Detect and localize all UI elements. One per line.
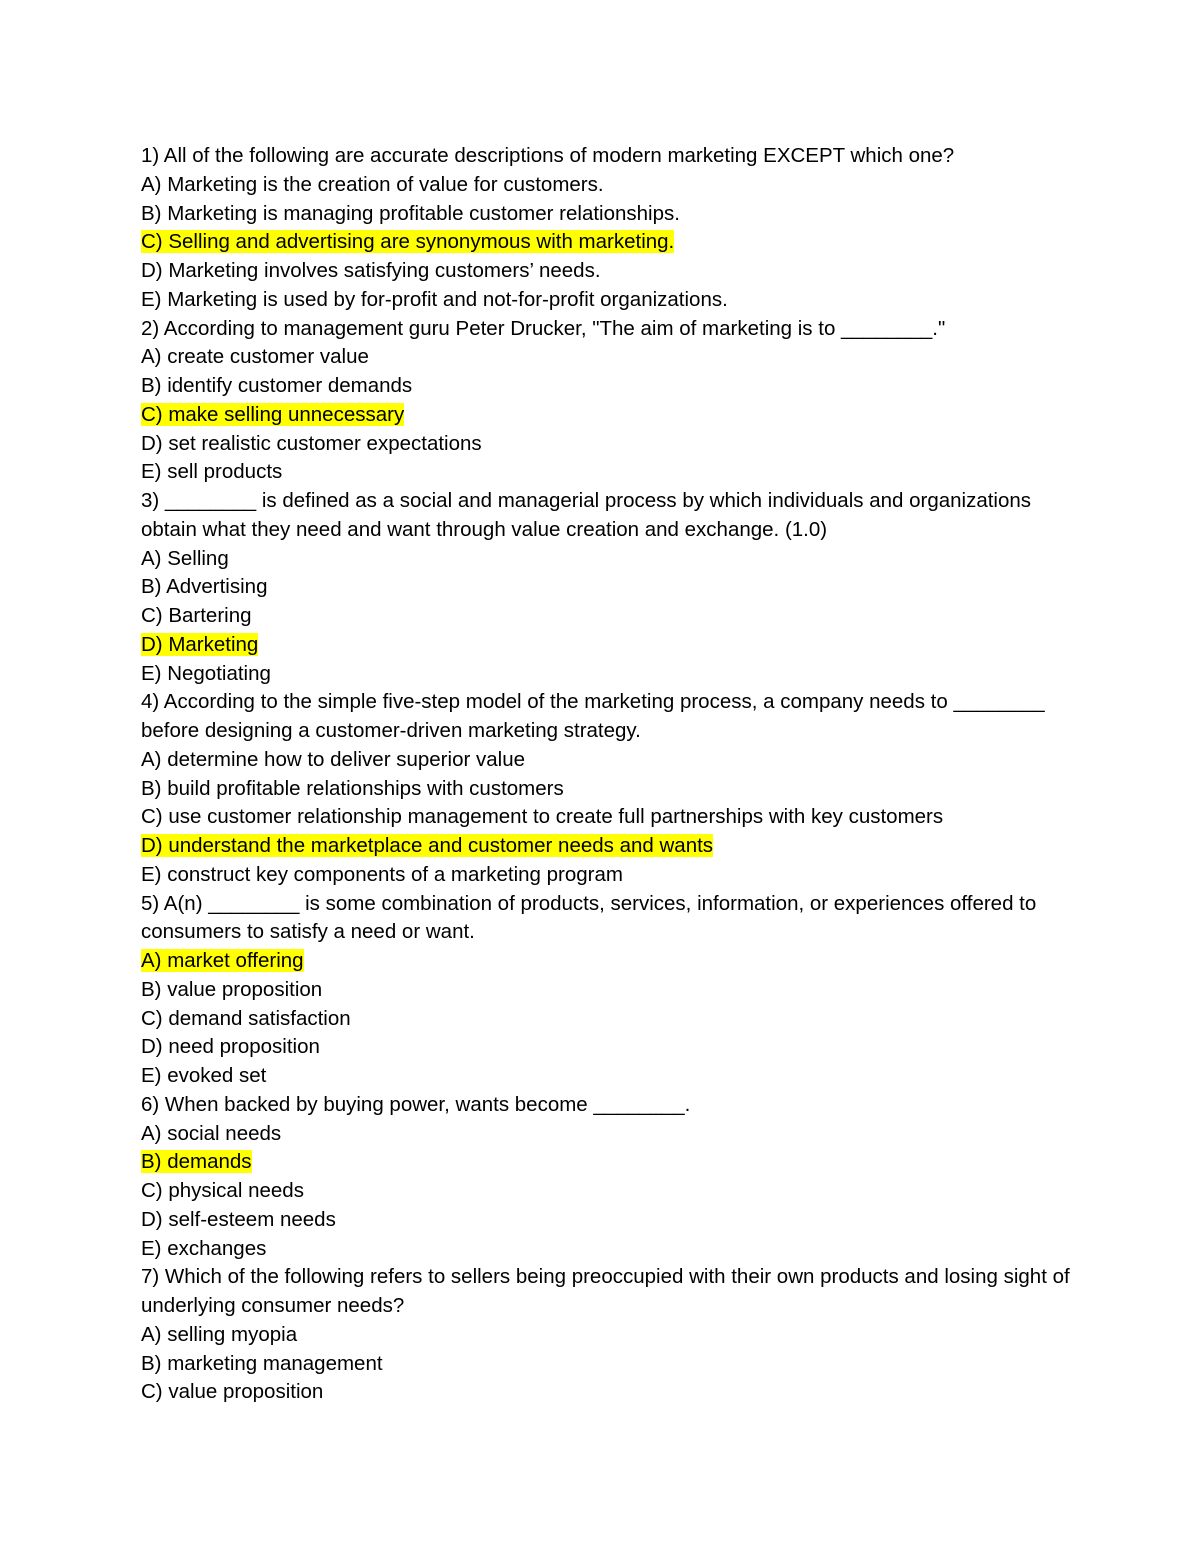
- option-label: D) Marketing: [141, 632, 259, 656]
- answer-option: [141, 343, 1076, 372]
- option-label: C) demand satisfaction: [141, 1006, 351, 1030]
- question-text: 6) When backed by buying power, wants become ________.: [141, 1092, 691, 1116]
- option-label: B) build profitable relationships with customers: [141, 776, 564, 800]
- option-label: C) Selling and advertising are synonymous with marketing.: [141, 230, 675, 254]
- question-text: 2) According to management guru Peter Drucker, "The aim of marketing is to ________.": [141, 316, 946, 340]
- answer-option: [141, 775, 1076, 804]
- answer-option: [141, 286, 1076, 315]
- answer-option: [141, 1033, 1076, 1062]
- question-text: 7) Which of the following refers to sellers being preoccupied with their own products and losing sight of underlying consumer needs?: [141, 1265, 1070, 1317]
- option-label: A) Selling: [141, 546, 229, 570]
- answer-option: [141, 1321, 1076, 1350]
- option-label: D) understand the marketplace and customer needs and wants: [141, 834, 714, 857]
- answer-option: [141, 430, 1076, 459]
- question-text: 3) ________ is defined as a social and managerial process by which individuals and organizations obtain what they need and want through value creation and exchange. (1.0): [141, 489, 1032, 541]
- answer-option: [141, 602, 1076, 631]
- question-block: [141, 487, 1076, 688]
- answer-option: [141, 1177, 1076, 1206]
- option-label: E) Marketing is used by for-profit and not-for-profit organizations.: [141, 287, 728, 311]
- option-label: C) value proposition: [141, 1380, 324, 1404]
- option-label: D) Marketing involves satisfying customers’ needs.: [141, 259, 601, 282]
- answer-option: [141, 1378, 1076, 1407]
- option-label: E) sell products: [141, 460, 283, 484]
- answer-option-highlighted: [141, 228, 1076, 257]
- option-label: A) selling myopia: [141, 1322, 298, 1346]
- answer-option: [141, 803, 1076, 832]
- quiz-content: [141, 142, 1076, 1407]
- answer-option: [141, 660, 1076, 689]
- option-label: C) physical needs: [141, 1179, 304, 1202]
- question-text: 1) All of the following are accurate descriptions of modern marketing EXCEPT which one?: [141, 144, 955, 167]
- answer-option: [141, 1005, 1076, 1034]
- option-label: D) self-esteem needs: [141, 1207, 336, 1231]
- answer-option: [141, 976, 1076, 1005]
- answer-option: [141, 1120, 1076, 1149]
- question-block: [141, 890, 1076, 1091]
- question-block: [141, 1091, 1076, 1264]
- option-label: A) Marketing is the creation of value for customers.: [141, 172, 604, 196]
- option-label: C) make selling unnecessary: [141, 402, 405, 426]
- option-label: C) use customer relationship management to create full partnerships with key customers: [141, 805, 944, 829]
- answer-option: [141, 545, 1076, 574]
- answer-option: [141, 1350, 1076, 1379]
- question-text: 5) A(n) ________ is some combination of products, services, information, or experiences offered to consumers to satisfy a need or want.: [141, 891, 1037, 944]
- option-label: A) create customer value: [141, 345, 369, 369]
- option-label: E) exchanges: [141, 1236, 267, 1260]
- option-label: B) value proposition: [141, 977, 323, 1001]
- question-block: [141, 1263, 1076, 1407]
- option-label: D) set realistic customer expectations: [141, 431, 482, 455]
- option-label: E) construct key components of a marketing program: [141, 862, 623, 886]
- option-label: E) Negotiating: [141, 661, 271, 685]
- answer-option: [141, 861, 1076, 890]
- option-label: D) need proposition: [141, 1035, 320, 1059]
- answer-option-highlighted: [141, 1148, 1076, 1177]
- question-block: [141, 315, 1076, 488]
- answer-option-highlighted: [141, 832, 1076, 861]
- option-label: C) Bartering: [141, 604, 252, 627]
- option-label: A) social needs: [141, 1121, 282, 1145]
- answer-option: [141, 372, 1076, 401]
- answer-option: [141, 1062, 1076, 1091]
- answer-option: [141, 200, 1076, 229]
- option-label: B) marketing management: [141, 1351, 383, 1375]
- question-block: [141, 688, 1076, 889]
- option-label: B) identify customer demands: [141, 374, 413, 397]
- answer-option: [141, 257, 1076, 286]
- question-text: 4) According to the simple five-step model of the marketing process, a company needs to ________ before designing a customer-driven marketing strategy.: [141, 690, 1045, 742]
- answer-option-highlighted: [141, 631, 1076, 660]
- question-block: [141, 142, 1076, 315]
- option-label: B) Marketing is managing profitable customer relationships.: [141, 201, 680, 225]
- answer-option: [141, 573, 1076, 602]
- answer-option: [141, 1206, 1076, 1235]
- option-label: E) evoked set: [141, 1064, 267, 1087]
- answer-option: [141, 1235, 1076, 1264]
- option-label: A) market offering: [141, 949, 304, 972]
- option-label: A) determine how to deliver superior value: [141, 747, 525, 771]
- answer-option: [141, 458, 1076, 487]
- answer-option: [141, 746, 1076, 775]
- option-label: B) demands: [141, 1150, 252, 1174]
- option-label: B) Advertising: [141, 575, 268, 599]
- answer-option-highlighted: [141, 947, 1076, 976]
- answer-option-highlighted: [141, 401, 1076, 430]
- answer-option: [141, 171, 1076, 200]
